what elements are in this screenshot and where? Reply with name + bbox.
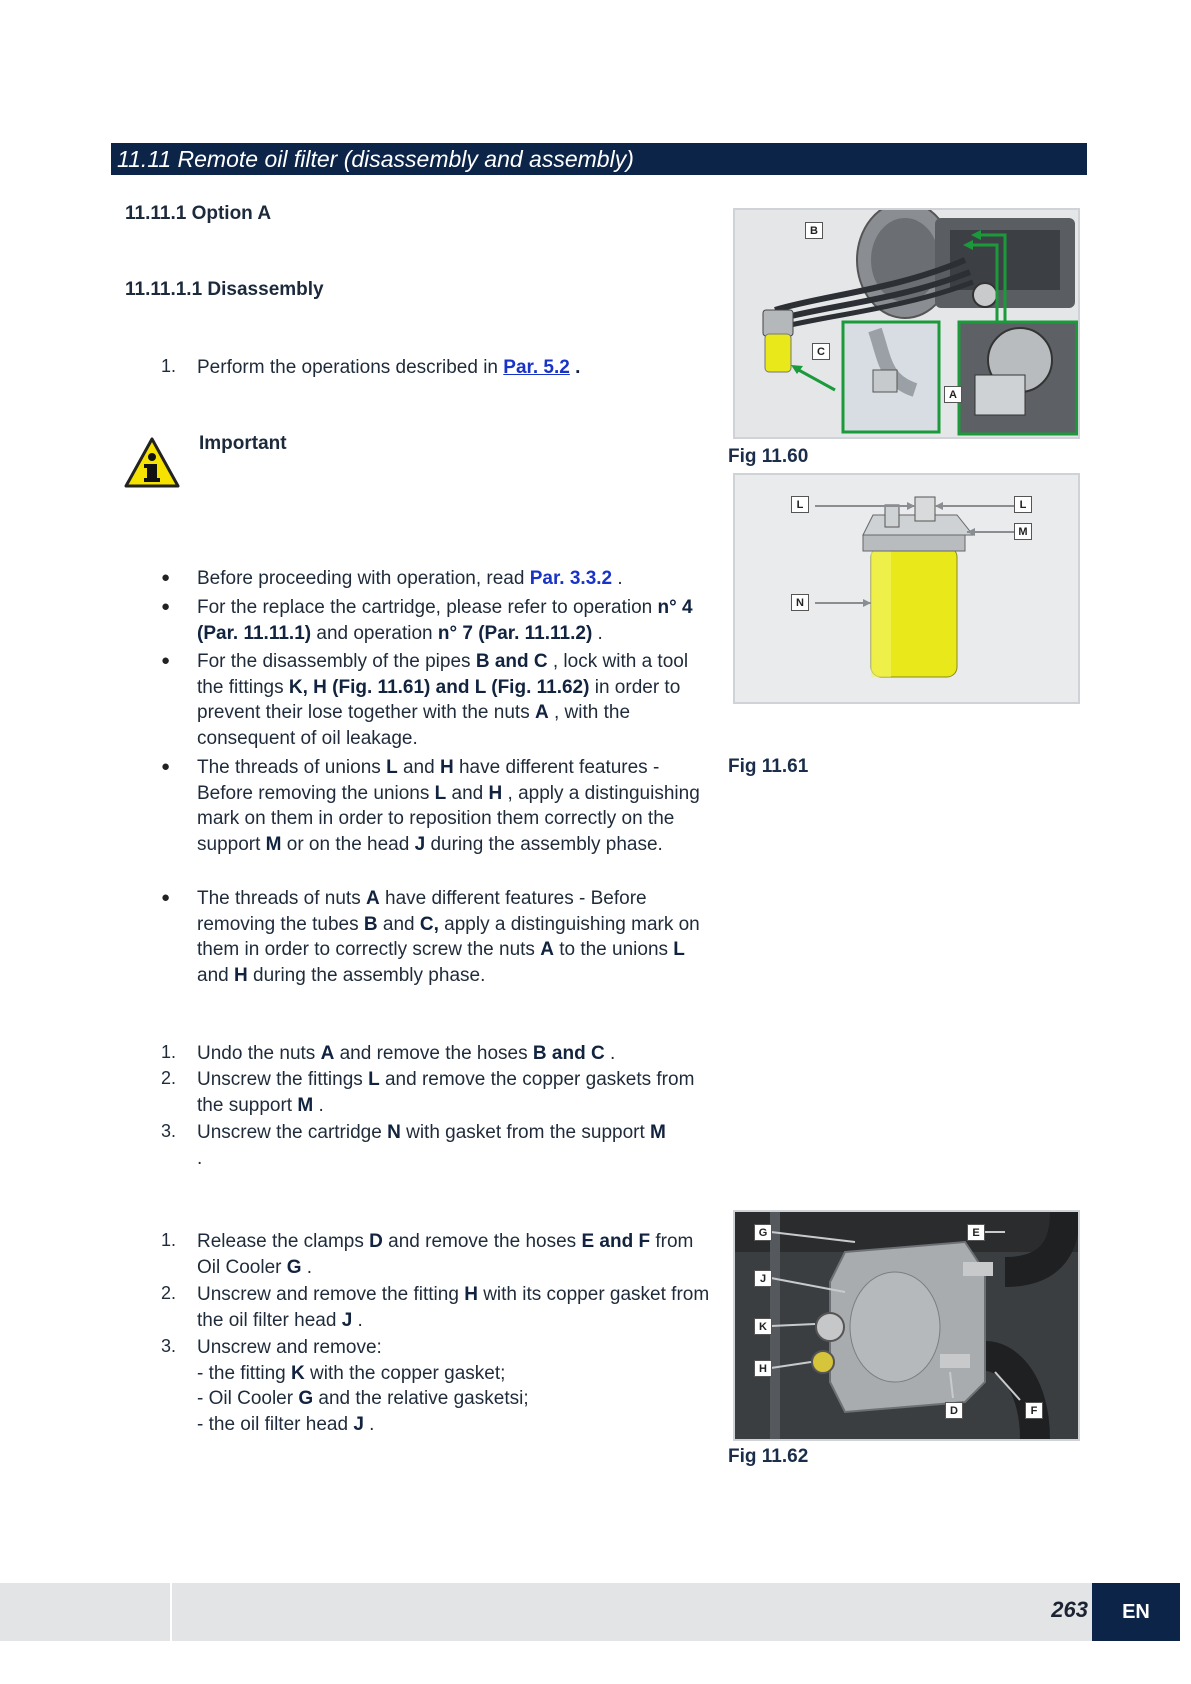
label-j: J [754,1270,772,1287]
label-e: E [967,1224,985,1241]
label-d: D [945,1402,963,1419]
step-text: Unscrew and remove: - the fitting K with the copper gasket; - Oil Cooler G and the relative gasketsi; - the oil filter head J . [197,1337,529,1436]
step-number: 2. [161,1068,177,1088]
bullet-dot: ● [161,652,171,669]
label-l: L [791,496,809,513]
footer-bar [0,1583,1180,1641]
label-c: C [812,343,830,360]
par-5-2-link[interactable]: Par. 5.2 [503,357,570,378]
bullet-item: The threads of nuts A have different features - Before removing the tubes B and C, apply a distinguishing mark on them in order to correctly screw the nuts A to the unions L and H during the assembly phase. [197,888,700,987]
label-l: L [1014,496,1032,513]
bullet-dot: ● [161,889,171,906]
step-text: Unscrew and remove the fitting H with its copper gasket from the oil filter head J . [197,1284,710,1331]
step-text: Undo the nuts A and remove the hoses B and C . [197,1043,616,1064]
label-a: A [944,386,962,403]
step-number: 2. [161,1283,177,1303]
heading-disassembly: 11.11.1.1 Disassembly [125,279,324,300]
bullet-item: For the disassembly of the pipes B and C , lock with a tool the fittings K, H (Fig. 11.61) and L (Fig. 11.62) in order to prevent their lose together with the nuts A , with the consequent of oil leakage. [197,651,689,750]
step-number: 1. [161,1230,177,1250]
label-b: B [805,222,823,239]
page-number: 263 [1051,1597,1088,1622]
important-label: Important [199,433,287,454]
step-text: Unscrew the cartridge N with gasket from the support M . [197,1122,666,1169]
bullet-item: The threads of unions L and H have different features - Before removing the unions L and H , apply a distinguishing mark on them in order to reposition them correctly on the support M or on the head J during the assembly phase. [197,757,700,856]
bullet-dot: ● [161,598,171,615]
language-tab: EN [1092,1583,1180,1641]
section-title-bar [111,143,1087,175]
label-k: K [754,1318,772,1335]
heading-option-a: 11.11.1 Option A [125,203,272,224]
footer-divider [170,1583,172,1641]
label-m: M [1014,523,1032,540]
par-3-3-2-link[interactable]: Par. 3.3.2 [529,568,613,589]
figure-11-60 [733,208,1080,439]
figure-11-62 [733,1210,1080,1441]
bullet-dot: ● [161,569,171,586]
bullet-item: For the replace the cartridge, please refer to operation n° 4 (Par. 11.11.1) and operation n° 7 (Par. 11.11.2) . [197,597,693,644]
label-n: N [791,594,809,611]
figure-11-61 [733,473,1080,704]
figure-caption: Fig 11.61 [728,756,809,777]
step-number: 1. [161,356,177,376]
bullet-dot: ● [161,758,171,775]
bullet-item: Before proceeding with operation, read Par. 3.3.2 . [197,568,623,589]
figure-caption: Fig 11.62 [728,1446,809,1467]
step-text: Perform the operations described in Par. 5.2 . [197,357,581,378]
section-title: 11.11 Remote oil filter (disassembly and assembly) [117,146,634,172]
label-f: F [1025,1402,1043,1419]
warning-icon [124,437,180,489]
engine-hoses-illustration [735,210,1078,437]
label-h: H [754,1360,772,1377]
step-number: 1. [161,1042,177,1062]
step-text: Release the clamps D and remove the hoses E and F from Oil Cooler G . [197,1231,694,1278]
label-g: G [754,1224,772,1241]
figure-caption: Fig 11.60 [728,446,809,467]
step-text: Unscrew the fittings L and remove the copper gaskets from the support M . [197,1069,695,1116]
step-number: 3. [161,1121,177,1141]
step-number: 3. [161,1336,177,1356]
